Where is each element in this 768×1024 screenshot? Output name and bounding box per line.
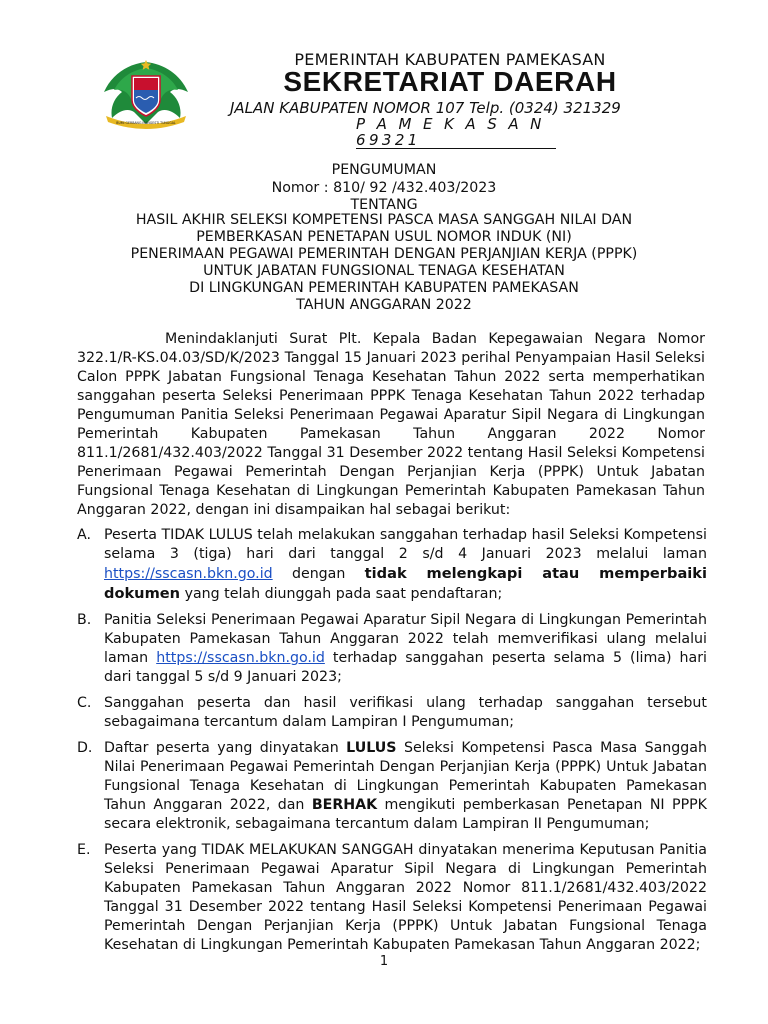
- item-text: Sanggahan peserta dan hasil verifikasi ulang terhadap sanggahan tersebut sebagaimana tercantum dalam Lampiran I Pengumuman;: [104, 695, 707, 730]
- list-item: [77, 739, 707, 834]
- item-text: Peserta TIDAK LULUS telah melakukan sanggahan terhadap hasil Seleksi Kompetensi selama 3 (tiga) hari dari tanggal 2 s/d 4 Januari 2023 melalui laman: [104, 527, 707, 562]
- list-item: [77, 526, 707, 604]
- item-emphasis: tidak melengkapi atau memperbaiki dokumen: [104, 565, 707, 602]
- item-text: Peserta yang TIDAK MELAKUKAN SANGGAH dinyatakan menerima Keputusan Panitia Seleksi Penerimaan Pegawai Aparatur Sipil Negara di Lingkungan Pemerintah Kabupaten Pamekasan Tahun Anggaran 2022 Nomor 811.1/2681/432.403/2022 Tanggal 31 Desember 2022 tentang Hasil Seleksi Kompetensi Penerimaan Pegawai Pemerintah Dengan Perjanjian Kerja (PPPK) Untuk Jabatan Fungsional Tenaga Kesehatan di Lingkungan Pemerintah Kabupaten Pamekasan Tahun Anggaran 2022;: [104, 842, 707, 953]
- list-item: [77, 841, 707, 955]
- page-number: 1: [379, 954, 389, 969]
- item-letter: E.: [77, 842, 91, 858]
- item-letter: B.: [77, 612, 92, 628]
- subject-line-5: DI LINGKUNGAN PEMERINTAH KABUPATEN PAMEKASAN: [189, 280, 579, 296]
- item-text: yang telah diunggah pada saat pendaftaran;: [184, 586, 503, 602]
- announcement-about: TENTANG: [350, 197, 418, 213]
- item-text: Daftar peserta yang dinyatakan: [104, 740, 339, 756]
- intro-paragraph: Menindaklanjuti Surat Plt. Kepala Badan Kepegawaian Negara Nomor 322.1/R-KS.04.03/SD/K/2023 Tanggal 15 Januari 2023 perihal Penyampaian Hasil Seleksi Calon PPPK Jabatan Fungsional Tenaga Kesehatan Tahun 2022 serta memperhatikan sanggahan peserta Seleksi Penerimaan PPPK Tenaga Kesehatan Tahun 2022 terhadap Pengumuman Panitia Seleksi Penerimaan Pegawai Aparatur Sipil Negara di Lingkungan Pemerintah Kabupaten Pamekasan Tahun Anggaran 2022 Nomor 811.1/2681/432.403/2022 Tanggal 31 Desember 2022 tentang Hasil Seleksi Kompetensi Penerimaan Pegawai Pemerintah Dengan Perjanjian Kerja (PPPK) Untuk Jabatan Fungsional Tenaga Kesehatan di Lingkungan Pemerintah Kabupaten Pamekasan Tahun Anggaran 2022, dengan ini disampaikan hal sebagai berikut:: [77, 331, 705, 518]
- department-name: SEKRETARIAT DAERAH: [283, 66, 617, 97]
- item-text: dengan: [291, 566, 346, 582]
- list-item: [77, 611, 707, 687]
- item-text: Panitia Seleksi Penerimaan Pegawai Aparatur Sipil Negara di Lingkungan Pemerintah Kabupaten Pamekasan Tahun Anggaran 2022 telah memverifikasi ulang melalui laman: [104, 612, 707, 666]
- subject-line-6: TAHUN ANGGARAN 2022: [296, 297, 472, 313]
- item-letter: D.: [77, 740, 93, 756]
- item-emphasis: BERHAK: [311, 797, 378, 813]
- address-line: JALAN KABUPATEN NOMOR 107 Telp. (0324) 321329: [230, 99, 621, 117]
- announcement-number: Nomor : 810/ 92 /432.403/2023: [271, 180, 497, 196]
- subject-line-2: PEMBERKASAN PENETAPAN USUL NOMOR INDUK (NI): [196, 229, 572, 245]
- crest-motto: BUMI GERBANG MANGESTI TUNGGAL: [116, 121, 176, 125]
- government-name: PEMERINTAH KABUPATEN PAMEKASAN: [294, 50, 606, 69]
- pamekasan-regency-crest-icon: [98, 58, 194, 130]
- announcement-heading: PENGUMUMAN: [331, 162, 437, 178]
- list-item: [77, 694, 707, 732]
- item-text: mengikuti pemberkasan Penetapan NI PPPK secara elektronik, sebagaimana tercantum dalam Lampiran II Pengumuman;: [104, 797, 707, 832]
- subject-line-4: UNTUK JABATAN FUNGSIONAL TENAGA KESEHATAN: [203, 263, 565, 279]
- subject-line-1: HASIL AKHIR SELEKSI KOMPETENSI PASCA MASA SANGGAH NILAI DAN: [135, 212, 633, 228]
- subject-line-3: PENERIMAAN PEGAWAI PEMERINTAH DENGAN PERJANJIAN KERJA (PPPK): [130, 246, 638, 262]
- item-emphasis: LULUS: [346, 740, 397, 756]
- sscasn-link[interactable]: https://sscasn.bkn.go.id: [156, 650, 325, 666]
- announcement-items: [77, 526, 707, 962]
- sscasn-link[interactable]: https://sscasn.bkn.go.id: [104, 566, 273, 582]
- city-postal-line: P A M E K A S A N 69321: [356, 116, 556, 149]
- item-text: terhadap sanggahan peserta selama 5 (lima) hari dari tanggal 5 s/d 9 Januari 2023;: [104, 650, 708, 685]
- item-letter: A.: [77, 527, 91, 543]
- item-letter: C.: [77, 695, 92, 711]
- item-text: Seleksi Kompetensi Pasca Masa Sanggah Nilai Penerimaan Pegawai Pemerintah Dengan Perjanjian Kerja (PPPK) Untuk Jabatan Fungsional Tenaga Kesehatan di Lingkungan Pemerintah Kabupaten Pamekasan Tahun Anggaran 2022, dan: [104, 740, 707, 813]
